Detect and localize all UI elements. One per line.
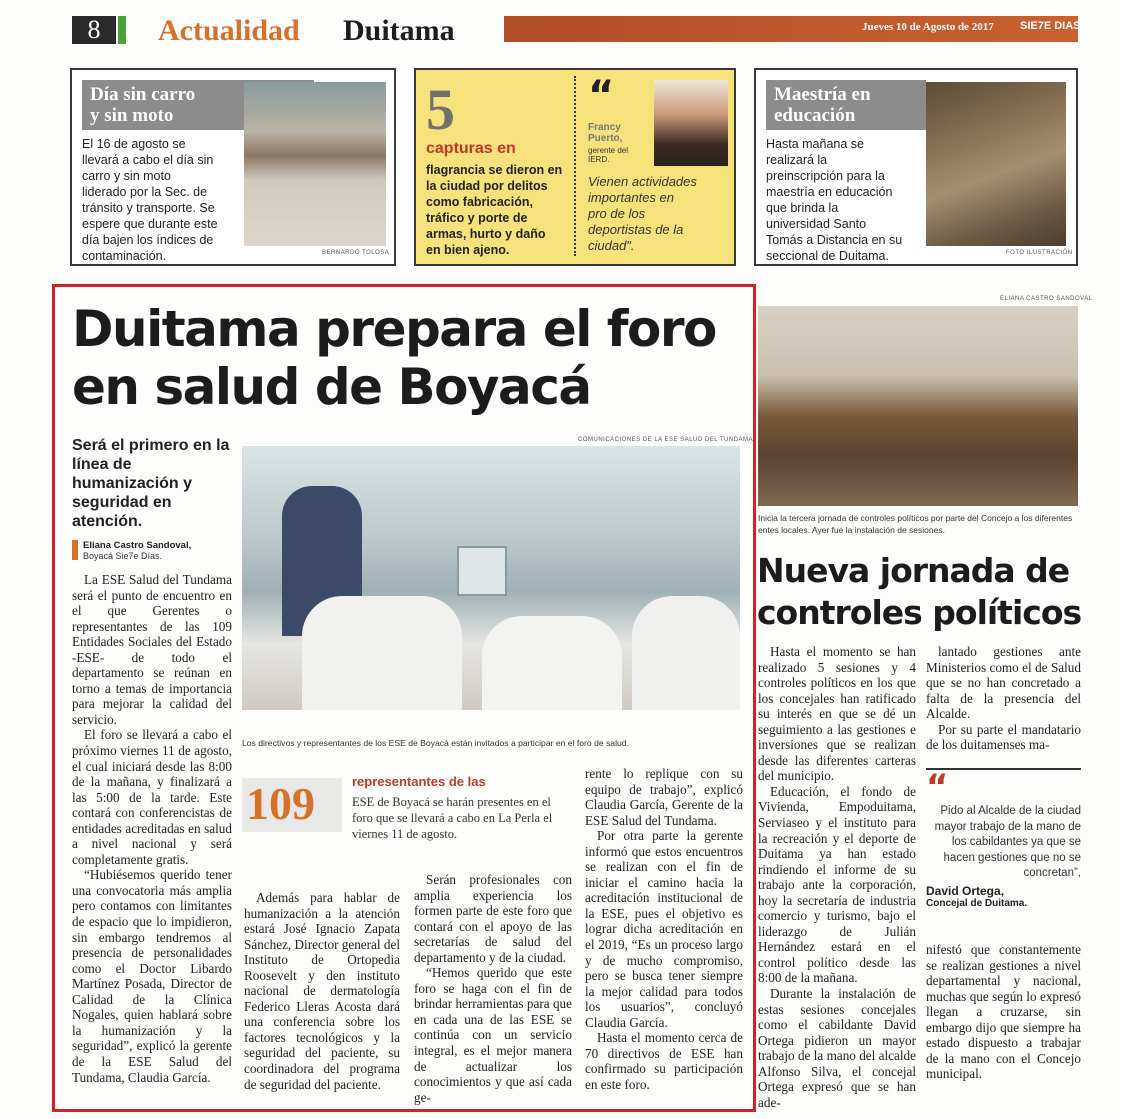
brief-line: espere que durante este (82, 217, 218, 231)
paragraph: “Hubiésemos querido tener una convocatoria más amplia pero contamos con limitantes de espacio que lo impidieron, sin embargo tendremos al presencia de personalidades como el Doctor Libardo Martínez Posada, Director de Calidad de la Clínica Nogales, quien hablará sobre la humanización y la seguridad”, explicó la gerente de la ESE Salud del Tundama, Claudia García. (72, 867, 232, 1085)
side-article-column-2-top (926, 644, 1081, 753)
paragraph: Por otra parte la gerente informó que estos encuentros se realizan con el fin de iniciar el camino hacia la acreditación institucional de la ESE, pues el objetivo es lograr dicha acreditación en el 2019, “Es un proceso largo y de mucho compromiso, pero se busca tener siempre la mejor calidad para todos los usuarios”, concluyó Claudia García. (585, 828, 743, 1030)
main-article-column-2 (244, 890, 400, 1092)
brief-arrests (414, 68, 736, 266)
brief-line: contaminación. (82, 249, 167, 263)
brief-line: armas, hurto y daño (426, 227, 546, 241)
paragraph: rente lo replique con su equipo de trabajo”, explicó Claudia García, Gerente de la ESE Salud del Tundama. (585, 766, 743, 828)
person-role-line: IERD. (588, 155, 610, 164)
portrait-photo (654, 80, 728, 166)
paragraph: “Hemos querido que este foro se haga con el fin de brindar herramientas para que en cada una de las ESE se continúa con un servicio integral, es el mejor manera de actualizar los conocimientos y que así cada ge- (414, 965, 572, 1105)
photo-credit: FOTO ILUSTRACIÓN (1006, 250, 1073, 256)
photo-credit: BERNARDO TOLOSA (322, 250, 390, 256)
main-article-column-3 (414, 872, 572, 1105)
photo-figure (482, 616, 622, 710)
paragraph: Hasta el momento se han realizado 5 sesiones y 4 controles políticos en los que los concejales han ratificado su interés en que se dé un seguimiento a las gestiones e inversiones que se realizan desde las diferentes carteras del municipio. (758, 644, 916, 784)
photo-caption: Los directivos y representantes de los ESE de Boyacá están invitados a participar en el foro de salud. (242, 738, 629, 748)
photo-monitor (457, 546, 507, 596)
byline (72, 540, 242, 561)
paragraph: La ESE Salud del Tundama será el punto de encuentro en el que Gerentes o representantes de las 109 Entidades Sociales del Estado -ESE- de todo el departamento se reúnan en torno a temas de importancia para mejorar la calidad del servicio. (72, 572, 232, 727)
author-outlet: Boyacá Sie7e Días. (83, 551, 163, 561)
page-number: 8 (72, 16, 116, 44)
street-photo (244, 82, 386, 246)
person-name-line: Puerto, (588, 133, 623, 144)
paragraph: El foro se llevará a cabo el próximo viernes 11 de agosto, el cual iniciará desde las 8:00 de la mañana, y finalizará a las 5:00 de la tarde. Este contará con conferencistas de entidades acreditadas en salud a nivel nacional y será completamente gratis. (72, 727, 232, 867)
brief-title-line: y sin moto (90, 105, 174, 126)
author-name: Eliana Castro Sandoval, (83, 540, 192, 551)
classroom-photo (926, 82, 1066, 246)
main-article-column-1 (72, 572, 232, 1085)
quote-text (588, 174, 734, 254)
quote-line: importantes en (588, 190, 674, 205)
section-city: Duitama (343, 14, 455, 47)
brief-line: como fabricación, (426, 195, 533, 209)
photo-credit: ELIANA CASTRO SANDOVAL (1000, 296, 1093, 302)
headline-line: controles políticos (757, 593, 1082, 632)
brief-line: Tomás a Distancia en su (766, 233, 903, 247)
brief-line: El 16 de agosto se (82, 137, 186, 151)
brief-title (766, 80, 926, 130)
quote-name: David Ortega, (926, 883, 1005, 898)
quote-text: Pido al Alcalde de la ciudad mayor trabajo de la mano de los cabildantes ya que se hacen gestiones que no se concretan”, (934, 805, 1081, 879)
brief-line: seccional de Duitama. (766, 249, 889, 263)
brief-line: Hasta mañana se (766, 137, 864, 151)
quote-line: Vienen actividades (588, 174, 697, 189)
quote-line: deportistas de la (588, 222, 684, 237)
brief-car-free-day (70, 68, 396, 266)
fact-highlight: representantes de las (352, 774, 486, 789)
brief-body (82, 136, 242, 264)
headline-line: Duitama prepara el foro (72, 300, 716, 358)
paragraph: Además para hablar de humanización a la atención estará José Ignacio Zapata Sánchez, Director general del Instituto de Ortopedia Roosevelt y den instituto nacional de dermatología Federico Lleras Acosta dará una conferencia sobre los factores tecnológicos y la seguridad del paciente, su coordinadora del programa de seguridad del paciente. (244, 890, 400, 1092)
brief-body (426, 162, 576, 258)
brief-line: maestría en educación (766, 185, 893, 199)
pull-quote (926, 768, 1081, 909)
brief-line: universidad Santo (766, 217, 867, 231)
newspaper-brand: SIE7E DIAS (1020, 20, 1081, 32)
fact-number: 109 (246, 778, 315, 829)
main-article-column-4 (585, 766, 743, 1092)
brief-line: liderado por la Sec. de (82, 185, 208, 199)
issue-date: Jueves 10 de Agosto de 2017 (862, 21, 994, 33)
quote-line: pro de los (588, 206, 646, 221)
quote-person (588, 122, 622, 144)
person-role-line: gerente del (588, 146, 629, 155)
paragraph: Durante la instalación de estas sesiones concejales como el cabildante David Ortega pidieron un mayor trabajo de la mano del alcalde Alfonso Silva, el concejal Ortega expresó que se han ade- (758, 986, 916, 1110)
brief-line: realizará la (766, 153, 828, 167)
quote-icon: “ (588, 73, 615, 119)
brief-line: que brinda la (766, 201, 839, 215)
paragraph: lantado gestiones ante Ministerios como el de Salud que se no han concretado a falta de la presencia del Alcalde. (926, 644, 1081, 722)
headline-line: Nueva jornada de (757, 551, 1070, 590)
hospital-photo (242, 446, 740, 710)
quote-line: ciudad". (588, 238, 635, 253)
brief-line: carro y sin moto (82, 169, 171, 183)
headline-line: en salud de Boyacá (72, 358, 591, 416)
paragraph: Educación, el fondo de Vivienda, Empoduitama, Serviaseo y el instituto para la recreación y el deporte de Duitama ya han estado rindiendo el informe de su trabajo ante la corporación, hoy la secretaría de industria comercio y turismo, bajo el liderazgo de Julián Hernández estará en el control político desde las 8:00 de la mañana. (758, 783, 916, 986)
brief-line: la ciudad por delitos (426, 179, 548, 193)
paragraph: Hasta el momento cerca de 70 directivos de ESE han confirmado su participación en este foro. (585, 1030, 743, 1092)
brief-body (766, 136, 926, 264)
side-article-column-2-bottom (926, 942, 1081, 1082)
photo-caption: Inicia la tercera jornada de controles políticos por parte del Concejo a los diferentes entes locales. Ayer fue la instalación de sesiones. (758, 513, 1073, 535)
photo-credit: COMUNICACIONES DE LA ESE SALUD DEL TUNDAMA (578, 437, 754, 443)
brief-line: en bien ajeno. (426, 243, 510, 257)
brief-line: día bajen los índices de (82, 233, 214, 247)
brief-title-line: Maestría en (774, 84, 871, 105)
quote-icon: “ (926, 767, 949, 807)
fact-box (242, 762, 579, 854)
brief-title-line: educación (774, 105, 856, 126)
brief-line: llevará a cabo el día sin (82, 153, 214, 167)
article-deck: Será el primero en la línea de humanización y seguridad en atención. (72, 437, 230, 530)
brief-title-line: Día sin carro (90, 84, 196, 105)
big-number: 5 (426, 77, 455, 142)
photo-figure (632, 596, 740, 710)
quote-role (588, 146, 628, 164)
photo-figure (302, 596, 462, 710)
council-photo (758, 306, 1078, 506)
paragraph: nifestó que constantemente se realizan gestiones a nivel departamental y nacional, muchas que según lo expresó llegan a cruzarse, sin embargo dijo que siempre ha estado dispuesto a trabajar de la mano con el Concejo municipal. (926, 942, 1081, 1082)
byline-marker (72, 540, 78, 560)
fact-text: ESE de Boyacá se harán presentes en el foro que se llevará a cabo en La Perla el viernes 11 de agosto. (352, 795, 553, 841)
paragraph: Por su parte el mandatario de los duitamenses ma- (926, 721, 1081, 753)
brief-line: flagrancia se dieron en (426, 163, 563, 177)
brief-highlight: capturas en (426, 140, 516, 157)
person-name-line: Francy (588, 122, 621, 133)
paragraph: Serán profesionales con amplia experiencia los formen parte de este foro que contará con el apoyo de las secretarías de salud del departamento y de la ciudad. (414, 872, 572, 965)
main-headline (72, 300, 752, 416)
section-color-tab (118, 16, 126, 44)
side-article-column-1 (758, 644, 916, 1110)
brief-masters (754, 68, 1078, 266)
side-headline (757, 550, 1087, 634)
quote-role: Concejal de Duitama. (926, 897, 1028, 909)
brief-line: tránsito y transporte. Se (82, 201, 215, 215)
section-name: Actualidad (158, 14, 300, 47)
dotted-divider (574, 76, 576, 256)
brief-line: preinscripción para la (766, 169, 885, 183)
brief-line: tráfico y porte de (426, 211, 528, 225)
